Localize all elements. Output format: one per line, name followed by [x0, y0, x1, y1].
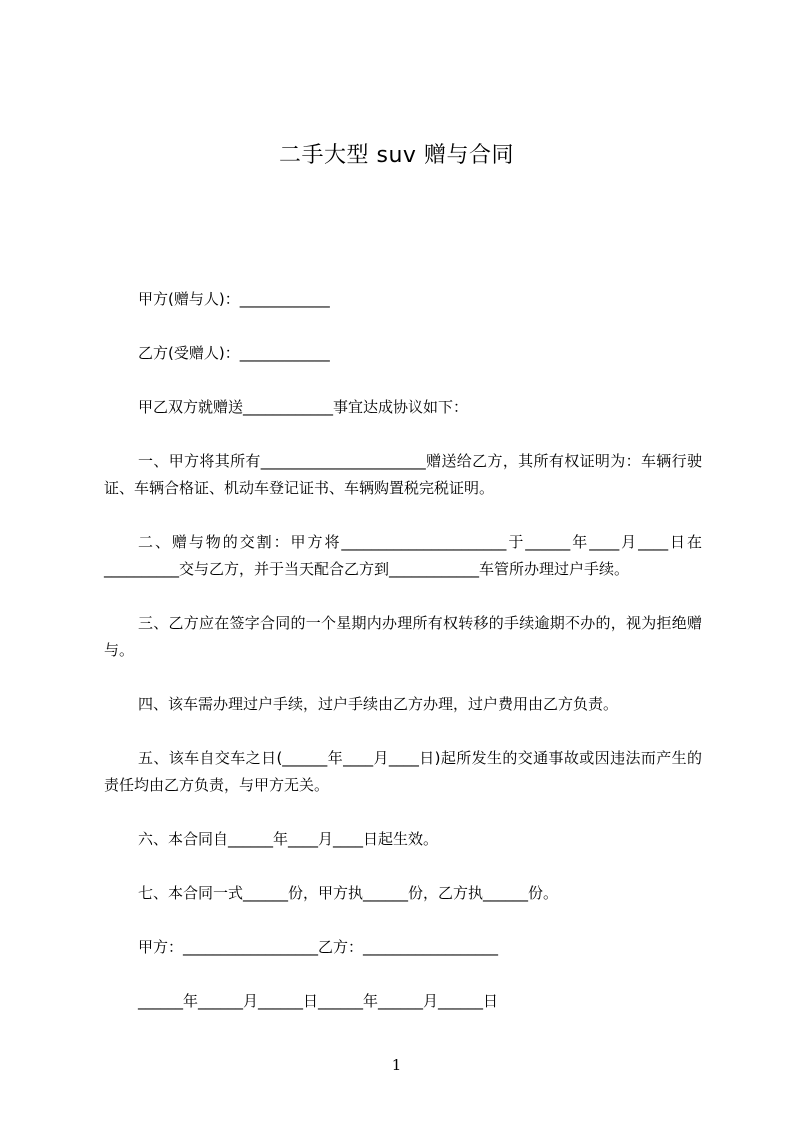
- clause-7-copies: 七、本合同一式______份，甲方执______份，乙方执______份。: [138, 884, 559, 902]
- signature-dates-line: ______年______月______日______年______月______日: [138, 992, 499, 1010]
- clause-4-transfer-fees: 四、该车需办理过户手续，过户手续由乙方办理，过户费用由乙方负责。: [138, 695, 619, 713]
- signature-parties-line: 甲方：__________________乙方：__________________: [138, 938, 499, 956]
- party-a-donor-line: 甲方(赠与人)：____________: [138, 290, 330, 308]
- page-number: 1: [391, 1056, 402, 1074]
- party-b-recipient-line: 乙方(受赠人)：____________: [138, 344, 330, 362]
- contract-body: [104, 286, 702, 1042]
- clause-6-effective-date: 六、本合同自______年____月____日起生效。: [138, 830, 439, 848]
- clause-2-delivery: 二、赠与物的交割：甲方将______________________于______年____月____日在__________交与乙方，并于当天配合乙方到____________车管所办理过户手续。: [104, 533, 702, 578]
- agreement-intro: 甲乙双方就赠送____________事宜达成协议如下：: [138, 398, 469, 416]
- clause-5-liability: 五、该车自交车之日(______年____月____日)起所发生的交通事故或因违法而产生的责任均由乙方负责，与甲方无关。: [104, 749, 702, 794]
- clause-1-ownership: 一、甲方将其所有______________________赠送给乙方，其所有权证明为：车辆行驶证、车辆合格证、机动车登记证书、车辆购置税完税证明。: [104, 452, 702, 497]
- document-title: 二手大型 suv 赠与合同: [279, 143, 514, 168]
- clause-3-transfer-deadline: 三、乙方应在签字合同的一个星期内办理所有权转移的手续逾期不办的，视为拒绝赠与。: [104, 614, 702, 659]
